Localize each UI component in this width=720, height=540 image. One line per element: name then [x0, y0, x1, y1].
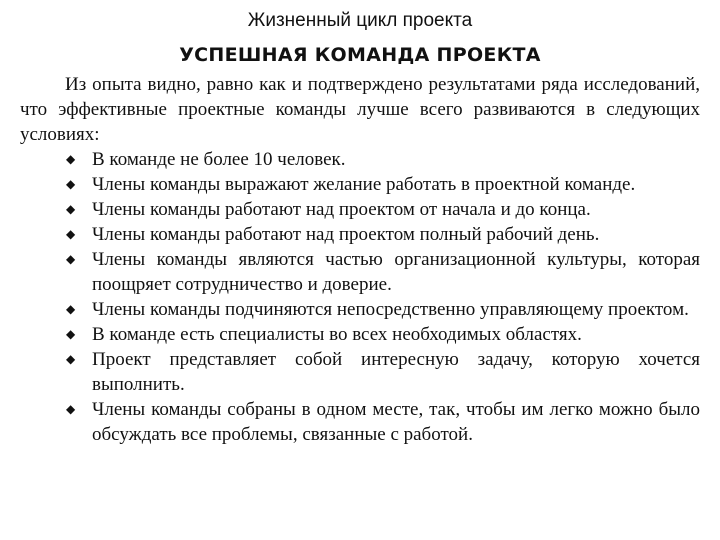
list-item-text: Члены команды работают над проектом полный рабочий день. [92, 224, 600, 245]
list-item [20, 222, 700, 247]
list-item-text: Члены команды работают над проектом от начала и до конца. [92, 199, 591, 220]
diamond-bullet-icon: ◆ [66, 327, 76, 341]
diamond-bullet-icon: ◆ [66, 352, 76, 366]
section-heading: УСПЕШНАЯ КОМАНДА ПРОЕКТА [179, 44, 541, 66]
diamond-bullet-icon: ◆ [66, 202, 76, 216]
diamond-bullet-icon: ◆ [66, 302, 76, 316]
list-item-text: Проект представляет собой интересную задачу, которую хочется выполнить. [92, 349, 700, 395]
list-item [20, 297, 700, 322]
list-item [20, 322, 700, 347]
diamond-bullet-icon: ◆ [66, 227, 76, 241]
list-item-text: В команде есть специалисты во всех необходимых областях. [92, 324, 582, 345]
diamond-bullet-icon: ◆ [66, 402, 76, 416]
list-item [20, 347, 700, 397]
document-page [20, 44, 700, 447]
list-item [20, 172, 700, 197]
diamond-bullet-icon: ◆ [66, 152, 76, 166]
intro-paragraph: Из опыта видно, равно как и подтверждено результатами ряда исследований, что эффективные проектные команды лучше всего развиваются в следующих условиях: [20, 74, 700, 145]
list-item-text: Члены команды являются частью организационной культуры, которая поощряет сотрудничество и доверие. [92, 249, 700, 295]
list-item [20, 197, 700, 222]
list-item [20, 247, 700, 297]
list-item-text: Члены команды выражают желание работать в проектной команде. [92, 174, 636, 195]
list-item [20, 147, 700, 172]
conditions-list [20, 147, 700, 447]
list-item-text: В команде не более 10 человек. [92, 149, 346, 170]
list-item-text: Члены команды собраны в одном месте, так, чтобы им легко можно было обсуждать все проблемы, связанные с работой. [92, 399, 700, 445]
diamond-bullet-icon: ◆ [66, 252, 76, 266]
list-item [20, 397, 700, 447]
list-item-text: Члены команды подчиняются непосредственно управляющему проектом. [92, 299, 689, 320]
diamond-bullet-icon: ◆ [66, 177, 76, 191]
slide-title: Жизненный цикл проекта [247, 10, 473, 31]
